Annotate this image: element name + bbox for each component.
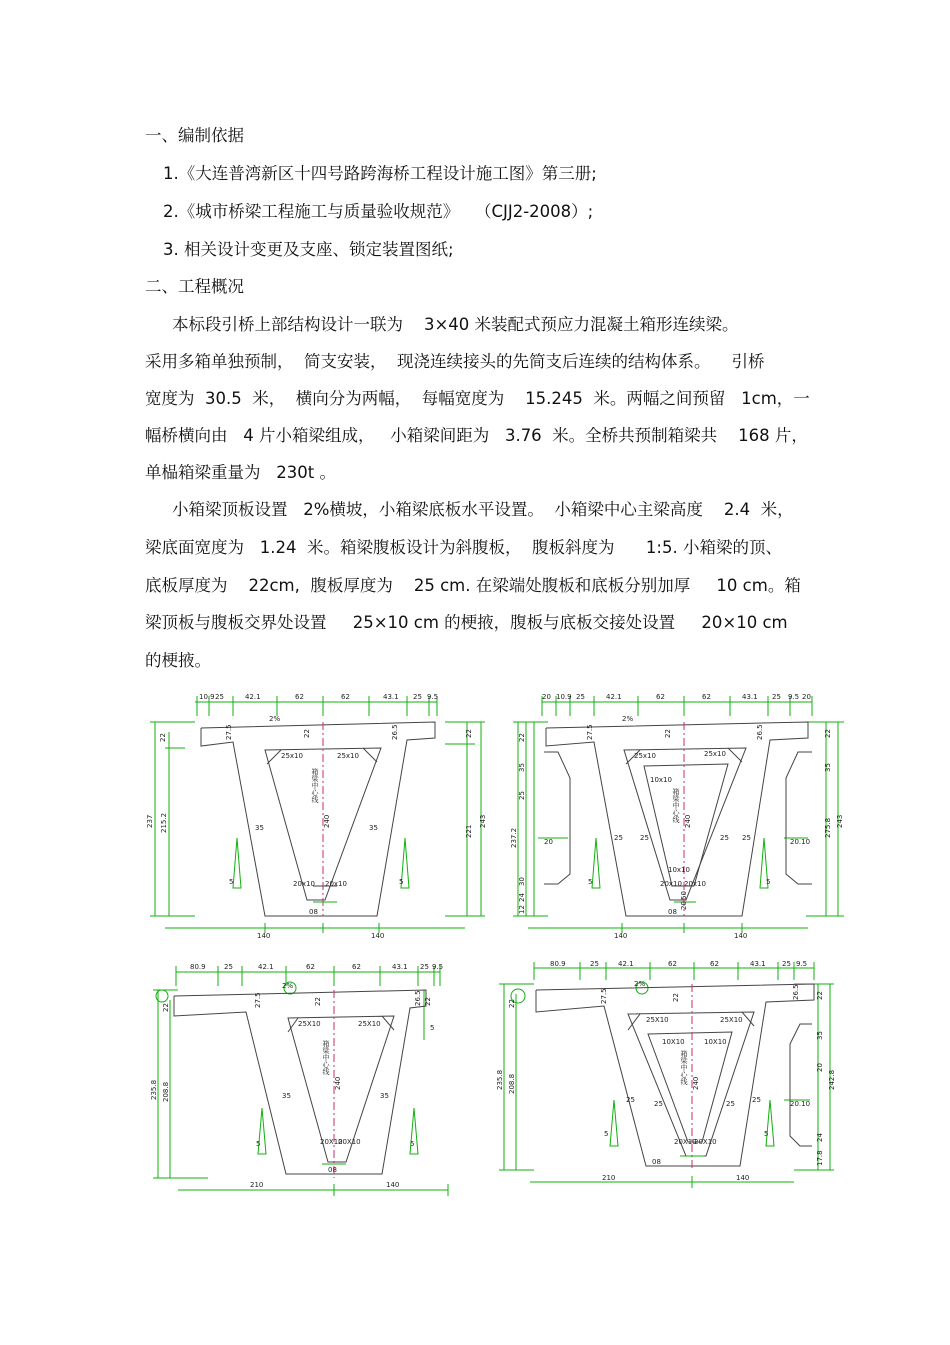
label-haunch-4: 10X10 [704,1038,727,1046]
dim-right-4: 20.10 [790,1100,811,1108]
dim-bottom-1: 210 [602,1174,616,1182]
label-haunch-2: 25x10 [704,750,726,758]
dim-right-7: 17.8 [816,1150,824,1166]
overview-line-4: 幅桥横向由 4 片小箱梁组成， 小箱梁间距为 3.76 米。全桥共预制箱梁共 168 片， [145,426,808,445]
dim-right-1: 22 [465,729,473,738]
dim-top-7: 25 [782,960,791,968]
label-haunch-1: 25X10 [646,1016,669,1024]
label-haunch-4: 20x10 [325,880,347,888]
label-haunch-1: 25x10 [281,752,303,760]
label-haunch-3: 20x10 [293,880,315,888]
dim-top-3: 42.1 [245,693,261,701]
label-haunch-1: 25X10 [298,1020,321,1028]
dim-left-3: 215.2 [160,812,168,833]
dim-left-6: 30 [518,877,526,886]
dim-top-5: 62 [710,960,719,968]
dim-right-3: 20.10 [790,838,811,846]
dim-left-2: 22 [159,733,167,742]
dim-right-1: 22 [824,729,832,738]
overview-line-6: 小箱梁顶板设置 2%横坡，小箱梁底板水平设置。 小箱梁中心主梁高度 2.4 米， [172,500,794,519]
dim-bottom-2: 140 [371,932,385,940]
label-haunch-2: 25x10 [337,752,359,760]
dim-left-2: 235.8 [150,1079,158,1100]
label-3: 26.5 [391,724,399,740]
dim-top-4: 62 [668,960,677,968]
dim-bottom-1: 210 [250,1181,264,1189]
label-slope-b: 5 [399,878,404,886]
label-1: 27.5 [586,724,594,740]
dim-left-3: 35 [518,763,526,772]
label-haunch-3: 10X10 [662,1038,685,1046]
dim-right-4: 275.8 [824,817,832,838]
basis-item-3: 3. 相关设计变更及支座、锁定装置图纸; [163,240,454,259]
dim-bottom-2: 140 [736,1174,750,1182]
label-slope: 2% [622,715,634,723]
overview-line-7: 梁底面宽度为 1.24 米。箱梁腹板设计为斜腹板， 腹板斜度为 1:5. 小箱梁的顶、 [145,538,782,557]
label-haunch-6: 20x10 [684,880,706,888]
label-web-3: 25 [720,834,729,842]
dim-right-1: 22 [816,991,824,1000]
dim-top-1: 80.9 [550,960,566,968]
dim-bottom-2: 140 [734,932,748,940]
label-centerline: 箱梁中心线 [672,788,680,823]
dim-right-5: 243 [836,814,844,828]
label-centerline: 箱梁中心线 [322,1040,330,1075]
label-2: 22 [664,729,672,738]
label-slope: 2% [269,715,281,723]
overview-line-10: 的梗掖。 [145,651,211,670]
dim-right-3: 243 [479,814,487,828]
overview-line-9: 梁顶板与腹板交界处设置 25×10 cm 的梗掖，腹板与底板交接处设置 20×10 cm [145,613,788,632]
dim-bottom-2: 140 [386,1181,400,1189]
label-web-2: 25 [654,1100,663,1108]
overview-line-2: 采用多箱单独预制， 简支安装， 现浇连续接头的先简支后连续的结构体系。 引桥 [145,352,765,371]
label-haunch-3: 10x10 [650,776,672,784]
label-4: 50 [680,891,688,900]
dim-left-1: 237 [146,814,154,828]
overview-line-3: 宽度为 30.5 米， 横向分为两幅， 每幅宽度为 15.245 米。两幅之间预留 1cm，一 [145,389,810,408]
label-slope-a: 5 [229,878,234,886]
dim-left-3: 208.8 [162,1081,170,1102]
label-height: 240 [323,814,331,828]
dim-left-8: 12 [518,905,526,914]
dim-top-9: 9.5 [788,693,800,701]
label-height: 240 [692,1076,700,1090]
dim-top-5: 62 [341,693,350,701]
dim-left-4: 25 [518,791,526,800]
label-3: 26.5 [756,724,764,740]
label-bottom: 08 [668,908,677,916]
dim-left-1: 237.2 [510,827,518,848]
dim-right-2: 5 [430,1024,435,1032]
label-1: 27.5 [600,988,608,1004]
label-2: 22 [303,729,311,738]
label-web-2: 35 [380,1092,389,1100]
label-2: 22 [314,997,322,1006]
dim-left-5: 20 [544,838,553,846]
dim-right-6: 242.8 [828,1069,836,1090]
label-1: 27.5 [225,724,233,740]
label-haunch-2: 25X10 [720,1016,743,1024]
box-girder-section-2 [508,688,848,943]
label-1: 27.5 [254,992,262,1008]
label-bottom: 08 [328,1166,337,1174]
label-web-2: 25 [640,834,649,842]
dim-top-3: 42.1 [258,963,274,971]
dim-top-2: 25 [590,960,599,968]
dim-top-4: 62 [306,963,315,971]
dim-top-7: 25 [413,693,422,701]
dim-top-6: 43.1 [383,693,399,701]
dim-top-1: 80.9 [190,963,206,971]
dim-top-8: 9.5 [796,960,808,968]
label-centerline: 箱梁中心线 [311,768,319,803]
label-web-4: 25 [742,834,751,842]
dim-right-1: 22 [424,997,432,1006]
label-slope-a: 5 [604,1130,609,1138]
label-haunch-3: 20X10 [320,1138,343,1146]
heading-overview: 二、工程概况 [145,277,244,296]
label-slope-b: 5 [764,1130,769,1138]
label-haunch-5: 20x10 [660,880,682,888]
overview-line-8: 底板厚度为 22cm, 腹板厚度为 25 cm. 在梁端处腹板和底板分别加厚 10 cm。箱 [145,576,801,595]
dim-left-1: 22 [162,1003,170,1012]
dim-bottom-1: 140 [257,932,271,940]
label-slope-b: 5 [410,1140,415,1148]
dim-top-6: 43.1 [392,963,408,971]
label-haunch-5: 20X10 [674,1138,697,1146]
label-web-2: 35 [369,824,378,832]
dim-top-7: 43.1 [742,693,758,701]
label-height: 240 [334,1076,342,1090]
box-girder-section-1 [145,688,495,943]
dim-right-2: 35 [824,763,832,772]
label-slope: 2% [634,980,646,988]
dim-left-1: 22 [508,999,516,1008]
label-web-1: 25 [614,834,623,842]
dim-right-2: 221 [465,824,473,838]
label-slope: 2% [282,982,294,990]
basis-item-1: 1.《大连普湾新区十四号路跨海桥工程设计施工图》第三册; [163,164,597,183]
dim-top-1: 10.9 [199,693,215,701]
dim-top-8: 25 [772,693,781,701]
dim-left-7: 24 [518,893,526,902]
label-height: 240 [684,814,692,828]
label-haunch-2: 25X10 [358,1020,381,1028]
dim-top-3: 25 [576,693,585,701]
heading-basis: 一、编制依据 [145,126,244,145]
label-bottom: 08 [652,1158,661,1166]
dim-top-2: 25 [224,963,233,971]
dim-top-8: 9.5 [427,693,439,701]
dim-right-5: 24 [816,1133,824,1142]
dim-top-2: 25 [215,693,224,701]
label-slope-a: 5 [588,878,593,886]
dim-top-6: 62 [702,693,711,701]
label-haunch-6: 20X10 [694,1138,717,1146]
overview-line-1: 本标段引桥上部结构设计一联为 3×40 米装配式预应力混凝土箱形连续梁。 [172,315,739,334]
box-girder-section-3 [148,960,458,1200]
basis-item-2: 2.《城市桥梁工程施工与质量验收规范》 （CJJ2-2008）; [163,202,594,221]
label-centerline: 箱梁中心线 [680,1050,688,1085]
label-3: 26.5 [792,984,800,1000]
label-slope-b: 5 [766,878,771,886]
dim-right-3: 20 [816,1063,824,1072]
label-web-4: 25 [752,1096,761,1104]
label-haunch-4: 20X10 [338,1138,361,1146]
label-web-1: 35 [282,1092,291,1100]
dim-top-4: 62 [295,693,304,701]
label-web-1: 25 [626,1096,635,1104]
label-3: 26.5 [414,990,422,1006]
dim-left-3: 208.8 [508,1073,516,1094]
dim-top-4: 42.1 [606,693,622,701]
label-bottom: 08 [309,908,318,916]
label-haunch-4: 10x10 [668,866,690,874]
dim-top-5: 62 [656,693,665,701]
dim-top-10: 20 [802,693,811,701]
dim-top-8: 9.5 [432,963,444,971]
overview-line-5: 单榀箱梁重量为 230t 。 [145,463,336,482]
dim-left-2: 22 [518,733,526,742]
label-slope-a: 5 [256,1140,261,1148]
dim-top-7: 25 [420,963,429,971]
dim-bottom-1: 140 [614,932,628,940]
label-haunch-1: 25x10 [634,752,656,760]
label-web-3: 25 [726,1100,735,1108]
dim-top-2: 10.9 [556,693,572,701]
box-girder-section-4 [494,960,844,1200]
label-web-1: 35 [255,824,264,832]
dim-right-2: 35 [816,1031,824,1040]
dim-top-1: 20 [542,693,551,701]
dim-top-5: 62 [352,963,361,971]
dim-left-2: 235.8 [496,1069,504,1090]
dim-top-6: 43.1 [750,960,766,968]
dim-top-3: 42.1 [618,960,634,968]
label-2: 22 [672,993,680,1002]
label-5: 20 [680,901,688,910]
